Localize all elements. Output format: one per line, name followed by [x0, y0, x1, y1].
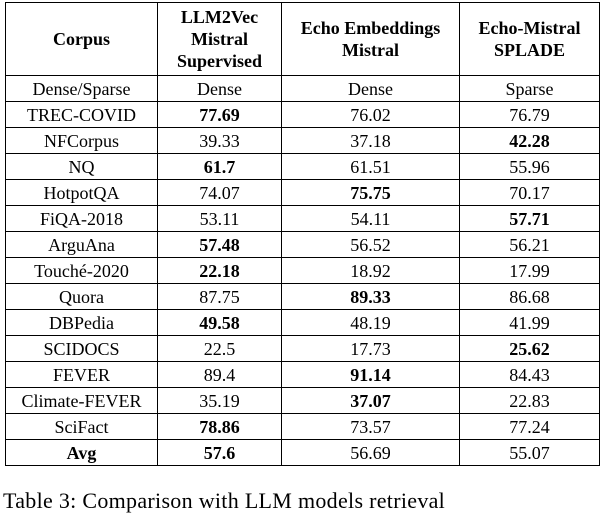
- corpus-cell: FEVER: [6, 362, 158, 388]
- corpus-cell: NQ: [6, 154, 158, 180]
- corpus-cell: SCIDOCS: [6, 336, 158, 362]
- echo-splade-cell: 17.99: [460, 258, 600, 284]
- llm2vec-cell: 77.69: [158, 102, 282, 128]
- echo-embeddings-cell: 76.02: [282, 102, 460, 128]
- llm2vec-cell: 39.33: [158, 128, 282, 154]
- corpus-cell: HotpotQA: [6, 180, 158, 206]
- table-row: [6, 128, 600, 154]
- echo-embeddings-cell: 91.14: [282, 362, 460, 388]
- corpus-cell: SciFact: [6, 414, 158, 440]
- table-row: [6, 232, 600, 258]
- echo-splade-cell: 56.21: [460, 232, 600, 258]
- header-echo-splade: Echo-Mistral SPLADE: [460, 3, 600, 76]
- llm2vec-cell: 74.07: [158, 180, 282, 206]
- table-row: [6, 258, 600, 284]
- type-echo-splade: Sparse: [460, 76, 600, 102]
- table-row: [6, 336, 600, 362]
- header-corpus: Corpus: [6, 3, 158, 76]
- type-llm2vec: Dense: [158, 76, 282, 102]
- echo-embeddings-cell: 37.18: [282, 128, 460, 154]
- llm2vec-cell: 35.19: [158, 388, 282, 414]
- corpus-cell: Avg: [6, 440, 158, 466]
- corpus-cell: FiQA-2018: [6, 206, 158, 232]
- corpus-cell: TREC-COVID: [6, 102, 158, 128]
- echo-splade-cell: 41.99: [460, 310, 600, 336]
- echo-splade-cell: 77.24: [460, 414, 600, 440]
- table-row: [6, 440, 600, 466]
- llm2vec-cell: 22.18: [158, 258, 282, 284]
- table-row: [6, 310, 600, 336]
- llm2vec-cell: 22.5: [158, 336, 282, 362]
- header-llm2vec: LLM2Vec Mistral Supervised: [158, 3, 282, 76]
- type-row: [6, 76, 600, 102]
- echo-embeddings-cell: 56.69: [282, 440, 460, 466]
- table-row: [6, 414, 600, 440]
- echo-embeddings-cell: 56.52: [282, 232, 460, 258]
- echo-embeddings-cell: 61.51: [282, 154, 460, 180]
- llm2vec-cell: 89.4: [158, 362, 282, 388]
- corpus-cell: Climate-FEVER: [6, 388, 158, 414]
- llm2vec-cell: 57.48: [158, 232, 282, 258]
- table-caption: Table 3: Comparison with LLM models retrieval: [3, 488, 446, 513]
- echo-splade-cell: 42.28: [460, 128, 600, 154]
- echo-splade-cell: 84.43: [460, 362, 600, 388]
- echo-embeddings-cell: 75.75: [282, 180, 460, 206]
- type-echo-embeddings: Dense: [282, 76, 460, 102]
- echo-embeddings-cell: 48.19: [282, 310, 460, 336]
- corpus-cell: DBPedia: [6, 310, 158, 336]
- table-row: [6, 284, 600, 310]
- llm2vec-cell: 49.58: [158, 310, 282, 336]
- results-table: [5, 2, 600, 466]
- llm2vec-cell: 57.6: [158, 440, 282, 466]
- corpus-cell: NFCorpus: [6, 128, 158, 154]
- echo-embeddings-cell: 73.57: [282, 414, 460, 440]
- corpus-cell: ArguAna: [6, 232, 158, 258]
- table-row: [6, 362, 600, 388]
- type-label: Dense/Sparse: [6, 76, 158, 102]
- echo-splade-cell: 57.71: [460, 206, 600, 232]
- echo-splade-cell: 76.79: [460, 102, 600, 128]
- echo-splade-cell: 22.83: [460, 388, 600, 414]
- echo-embeddings-cell: 54.11: [282, 206, 460, 232]
- echo-splade-cell: 70.17: [460, 180, 600, 206]
- llm2vec-cell: 78.86: [158, 414, 282, 440]
- corpus-cell: Quora: [6, 284, 158, 310]
- echo-splade-cell: 86.68: [460, 284, 600, 310]
- echo-embeddings-cell: 18.92: [282, 258, 460, 284]
- table-row: [6, 388, 600, 414]
- echo-splade-cell: 25.62: [460, 336, 600, 362]
- table-row: [6, 154, 600, 180]
- table-row: [6, 102, 600, 128]
- table-row: [6, 206, 600, 232]
- llm2vec-cell: 87.75: [158, 284, 282, 310]
- echo-splade-cell: 55.96: [460, 154, 600, 180]
- table-row: [6, 180, 600, 206]
- corpus-cell: Touché-2020: [6, 258, 158, 284]
- echo-splade-cell: 55.07: [460, 440, 600, 466]
- llm2vec-cell: 61.7: [158, 154, 282, 180]
- echo-embeddings-cell: 89.33: [282, 284, 460, 310]
- echo-embeddings-cell: 17.73: [282, 336, 460, 362]
- llm2vec-cell: 53.11: [158, 206, 282, 232]
- header-echo-embeddings: Echo Embeddings Mistral: [282, 3, 460, 76]
- header-row: [6, 3, 600, 76]
- echo-embeddings-cell: 37.07: [282, 388, 460, 414]
